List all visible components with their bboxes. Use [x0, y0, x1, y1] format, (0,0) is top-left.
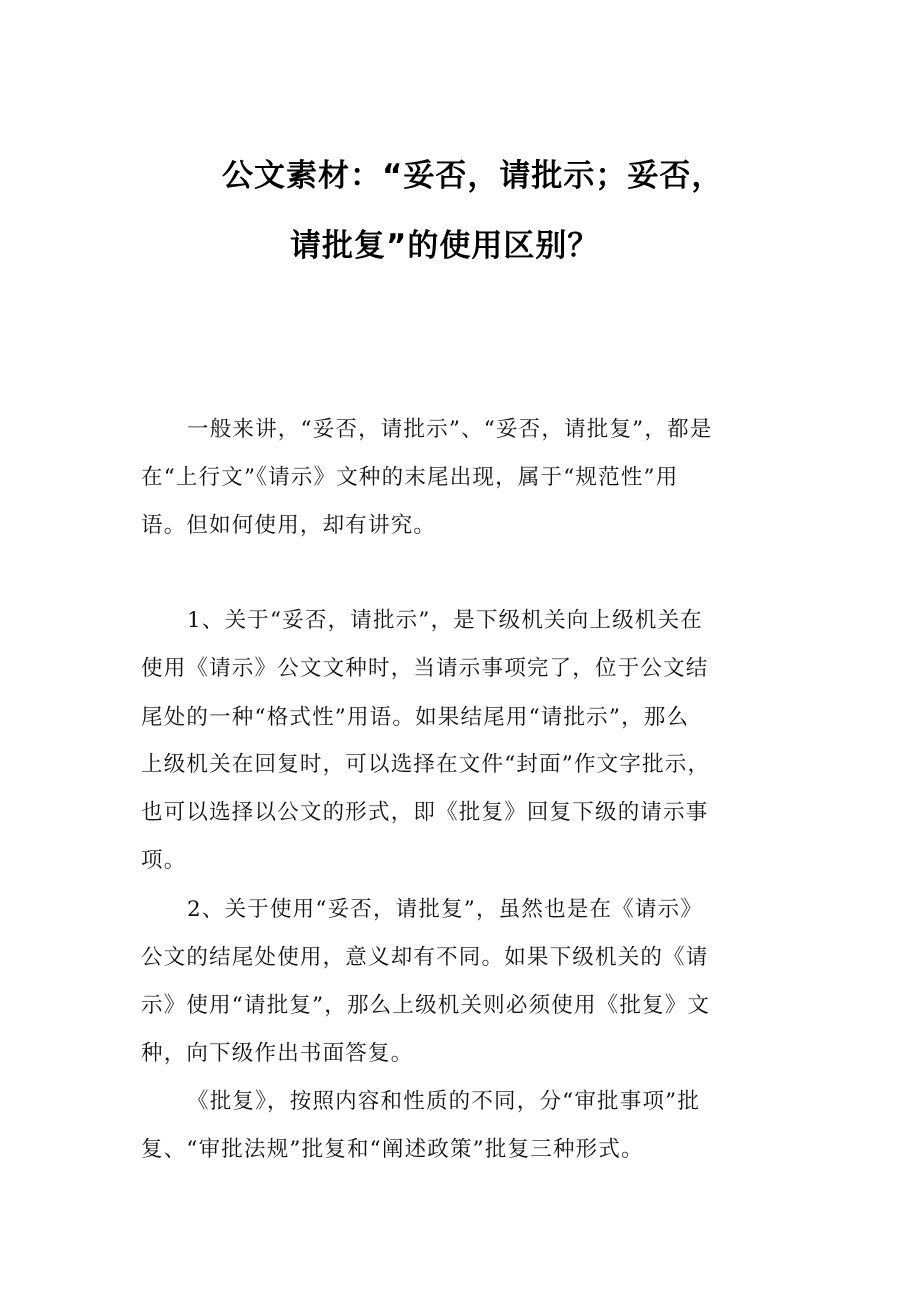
document-title-line-2: 请批复”的使用区别？ [290, 228, 600, 264]
paragraph-4-line-1: 《批复》，按照内容和性质的不同，分“审批事项”批 [187, 1089, 701, 1114]
paragraph-4-line-2: 复、“审批法规”批复和“阐述政策”批复三种形式。 [141, 1137, 644, 1162]
paragraph-3-line-2: 公文的结尾处使用，意义却有不同。如果下级机关的《请 [141, 945, 709, 970]
paragraph-1-line-1: 一般来讲，“妥否，请批示”、“妥否，请批复”，都是 [187, 417, 713, 442]
document-title-line-1: 公文素材：“妥否，请批示；妥否， [222, 158, 724, 194]
paragraph-2-line-5: 也可以选择以公文的形式，即《批复》回复下级的请示事 [141, 800, 709, 825]
paragraph-2-line-4: 上级机关在回复时，可以选择在文件“封面”作文字批示， [141, 752, 711, 777]
paragraph-2-line-6: 项。 [141, 848, 187, 873]
paragraph-2-line-1: 1、关于“妥否，请批示”，是下级机关向上级机关在 [187, 608, 703, 633]
paragraph-3-line-4: 种，向下级作出书面答复。 [141, 1041, 414, 1066]
paragraph-2-line-3: 尾处的一种“格式性”用语。如果结尾用“请批示”，那么 [141, 705, 690, 730]
paragraph-1-line-2: 在“上行文”《请示》文种的末尾出现，属于“规范性”用 [141, 465, 679, 490]
paragraph-2-line-2: 使用《请示》公文文种时，当请示事项完了，位于公文结 [141, 656, 709, 681]
paragraph-1-line-3: 语。但如何使用，却有讲究。 [141, 513, 437, 538]
paragraph-3-line-1: 2、关于使用“妥否，请批复”，虽然也是在《请示》 [187, 897, 703, 922]
paragraph-3-line-3: 示》使用“请批复”，那么上级机关则必须使用《批复》文 [141, 993, 711, 1018]
